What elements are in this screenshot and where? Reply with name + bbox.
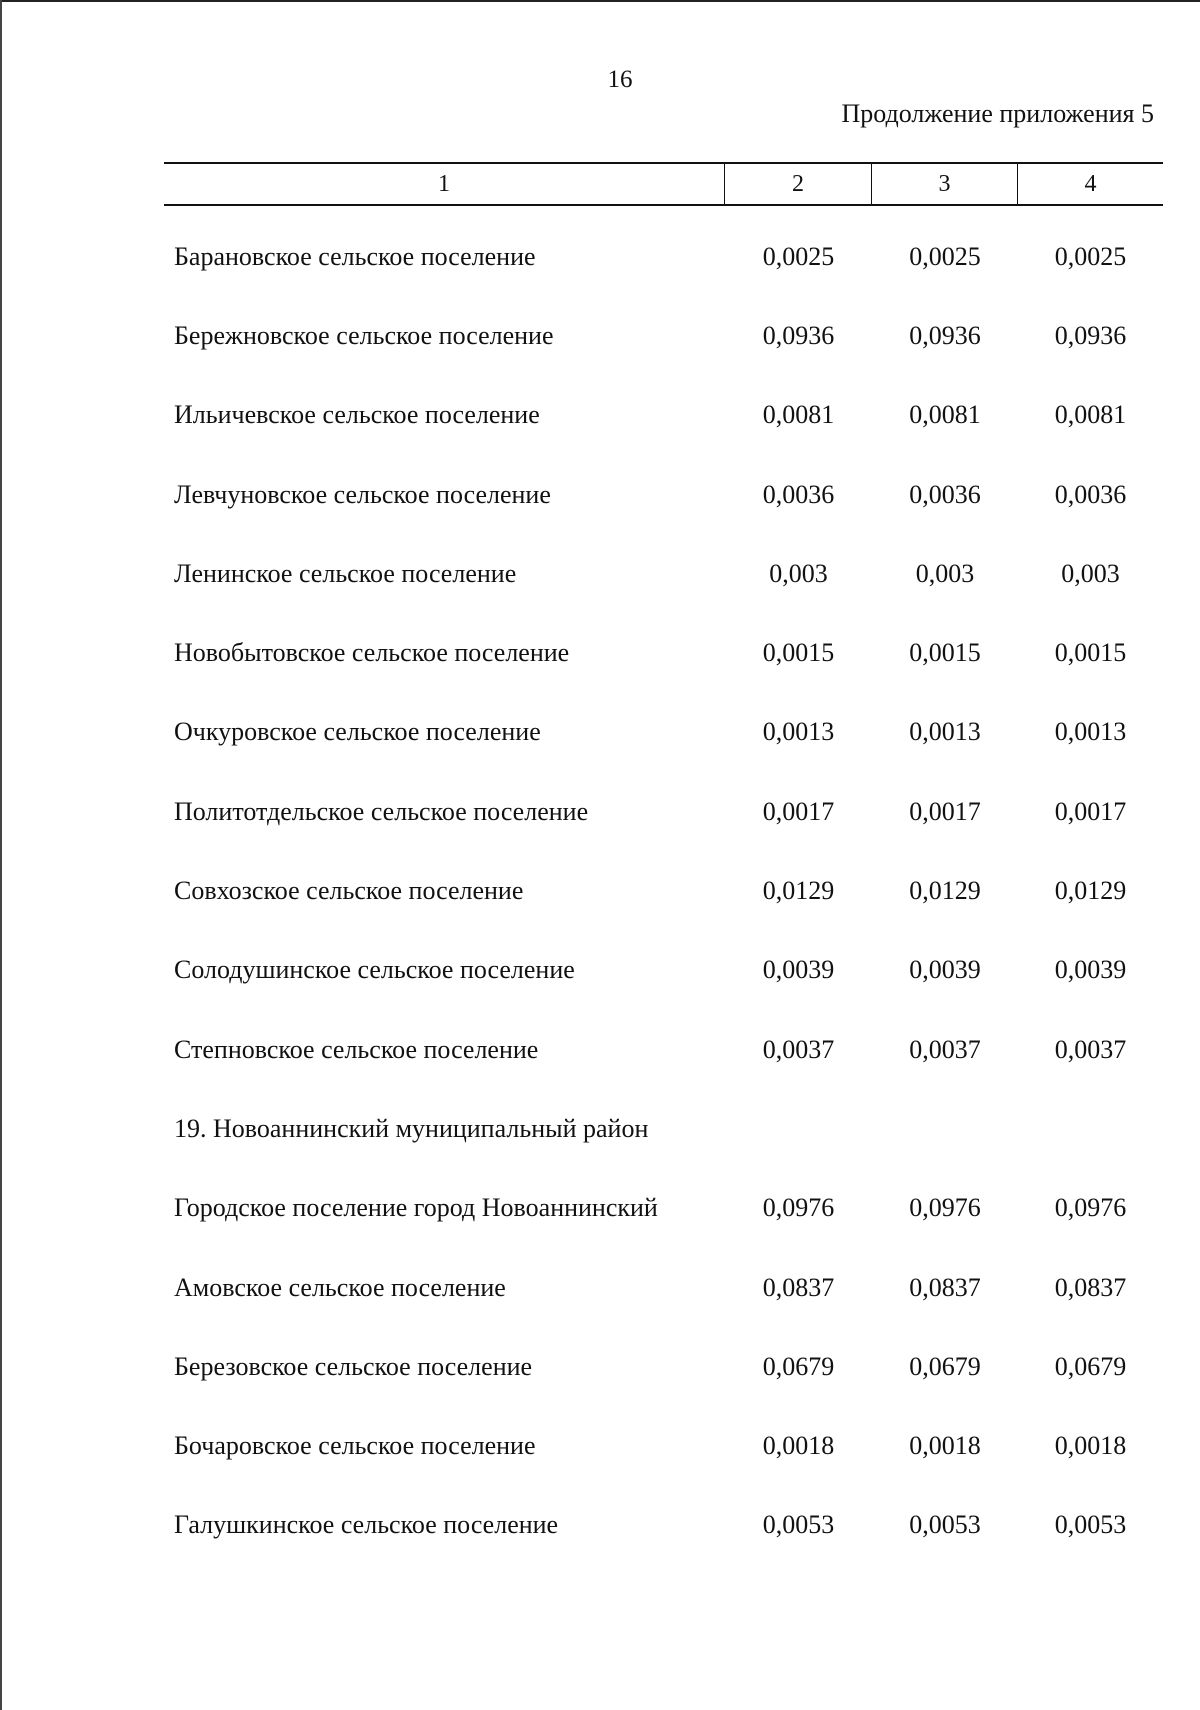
value-cell-col-3: 0,0936 xyxy=(909,320,981,350)
value-cell-col-2: 0,0081 xyxy=(762,400,835,430)
table-row xyxy=(164,1486,1163,1565)
value-cell-col-4: 0,0936 xyxy=(1054,320,1127,350)
settlement-name-cell: Очкуровское сельское поселение xyxy=(174,717,541,747)
value-cell-col-3: 0,0018 xyxy=(909,1431,981,1461)
table-row xyxy=(164,376,1163,455)
settlement-name-cell: Бочаровское сельское поселение xyxy=(174,1431,536,1461)
column-header-3: 3 xyxy=(872,164,1018,204)
section-heading-row xyxy=(164,1089,1163,1168)
value-cell-col-4: 0,0013 xyxy=(1054,717,1127,747)
settlement-name-cell: Ильичевское сельское поселение xyxy=(174,400,540,430)
value-cell-col-3: 0,0837 xyxy=(909,1272,981,1302)
settlement-name-cell: Березовское сельское поселение xyxy=(174,1351,533,1381)
value-cell-col-4: 0,0018 xyxy=(1054,1431,1127,1461)
value-cell-col-2: 0,0018 xyxy=(762,1431,835,1461)
table-row xyxy=(164,693,1163,772)
value-cell-col-4: 0,0976 xyxy=(1054,1193,1127,1223)
table-row xyxy=(164,772,1163,851)
value-cell-col-4: 0,0081 xyxy=(1054,400,1127,430)
value-cell-col-3: 0,0017 xyxy=(909,796,981,826)
settlement-name-cell: Ленинское сельское поселение xyxy=(174,558,517,588)
value-cell-col-3: 0,0129 xyxy=(909,876,981,906)
data-table xyxy=(164,162,1163,1565)
value-cell-col-2: 0,0039 xyxy=(762,955,835,985)
column-header-2: 2 xyxy=(725,164,872,204)
table-header-row xyxy=(164,162,1163,206)
table-row xyxy=(164,1327,1163,1406)
column-header-4: 4 xyxy=(1084,170,1097,197)
page-edge-top xyxy=(0,0,1200,2)
column-header-1: 1 xyxy=(164,164,725,204)
section-heading: 19. Новоаннинский муниципальный район xyxy=(174,1113,649,1143)
table-row xyxy=(164,296,1163,375)
value-cell-col-2: 0,0837 xyxy=(762,1272,835,1302)
page-edge-left xyxy=(0,0,2,1710)
settlement-name-cell: Левчуновское сельское поселение xyxy=(174,479,551,509)
value-cell-col-2: 0,0129 xyxy=(762,876,835,906)
value-cell-col-3: 0,003 xyxy=(915,558,975,588)
value-cell-col-3: 0,0053 xyxy=(909,1510,981,1540)
table-row xyxy=(164,217,1163,296)
value-cell-col-4: 0,0017 xyxy=(1054,796,1127,826)
value-cell-col-4: 0,0679 xyxy=(1054,1351,1127,1381)
value-cell-col-3: 0,0015 xyxy=(909,638,981,668)
appendix-continuation-note: Продолжение приложения 5 xyxy=(841,99,1154,128)
value-cell-col-2: 0,0679 xyxy=(762,1351,835,1381)
value-cell-col-4: 0,0039 xyxy=(1054,955,1127,985)
table-row xyxy=(164,1406,1163,1485)
value-cell-col-2: 0,0013 xyxy=(762,717,835,747)
settlement-name-cell: Степновское сельское поселение xyxy=(174,1034,539,1064)
settlement-name-cell: Солодушинское сельское поселение xyxy=(174,955,575,985)
value-cell-col-2: 0,003 xyxy=(769,558,828,588)
value-cell-col-2: 0,0036 xyxy=(762,479,835,509)
value-cell-col-3: 0,0039 xyxy=(909,955,981,985)
settlement-name-cell: Барановское сельское поселение xyxy=(174,241,536,271)
value-cell-col-2: 0,0053 xyxy=(762,1510,835,1540)
value-cell-col-3: 0,0025 xyxy=(909,241,981,271)
value-cell-col-4: 0,0837 xyxy=(1054,1272,1127,1302)
value-cell-col-4: 0,0036 xyxy=(1054,479,1127,509)
settlement-name-cell: Политотдельское сельское поселение xyxy=(174,796,589,826)
settlement-name-cell: Бережновское сельское поселение xyxy=(174,320,554,350)
value-cell-col-2: 0,0017 xyxy=(762,796,835,826)
value-cell-col-4: 0,003 xyxy=(1061,558,1120,588)
value-cell-col-2: 0,0936 xyxy=(762,320,835,350)
settlement-name-cell: Новобытовское сельское поселение xyxy=(174,638,570,668)
table-body xyxy=(164,217,1163,1565)
page-number: 16 xyxy=(607,66,633,93)
value-cell-col-3: 0,0976 xyxy=(909,1193,981,1223)
value-cell-col-3: 0,0036 xyxy=(909,479,981,509)
table-row xyxy=(164,851,1163,930)
settlement-name-cell: Городское поселение город Новоаннинский xyxy=(174,1193,658,1223)
table-row xyxy=(164,1169,1163,1248)
table-row xyxy=(164,534,1163,613)
table-row xyxy=(164,455,1163,534)
table-row xyxy=(164,613,1163,692)
table-row xyxy=(164,1248,1163,1327)
value-cell-col-4: 0,0025 xyxy=(1054,241,1127,271)
settlement-name-cell: Амовское сельское поселение xyxy=(174,1272,506,1302)
value-cell-col-3: 0,0037 xyxy=(909,1034,981,1064)
table-row xyxy=(164,931,1163,1010)
value-cell-col-4: 0,0053 xyxy=(1054,1510,1127,1540)
value-cell-col-2: 0,0015 xyxy=(762,638,835,668)
value-cell-col-3: 0,0081 xyxy=(909,400,981,430)
value-cell-col-2: 0,0037 xyxy=(762,1034,835,1064)
value-cell-col-2: 0,0025 xyxy=(762,241,835,271)
table-row xyxy=(164,1010,1163,1089)
settlement-name-cell: Совхозское сельское поселение xyxy=(174,876,524,906)
value-cell-col-4: 0,0015 xyxy=(1054,638,1127,668)
settlement-name-cell: Галушкинское сельское поселение xyxy=(174,1510,559,1540)
value-cell-col-4: 0,0129 xyxy=(1054,876,1127,906)
value-cell-col-4: 0,0037 xyxy=(1054,1034,1127,1064)
value-cell-col-2: 0,0976 xyxy=(762,1193,835,1223)
value-cell-col-3: 0,0013 xyxy=(909,717,981,747)
value-cell-col-3: 0,0679 xyxy=(909,1351,981,1381)
